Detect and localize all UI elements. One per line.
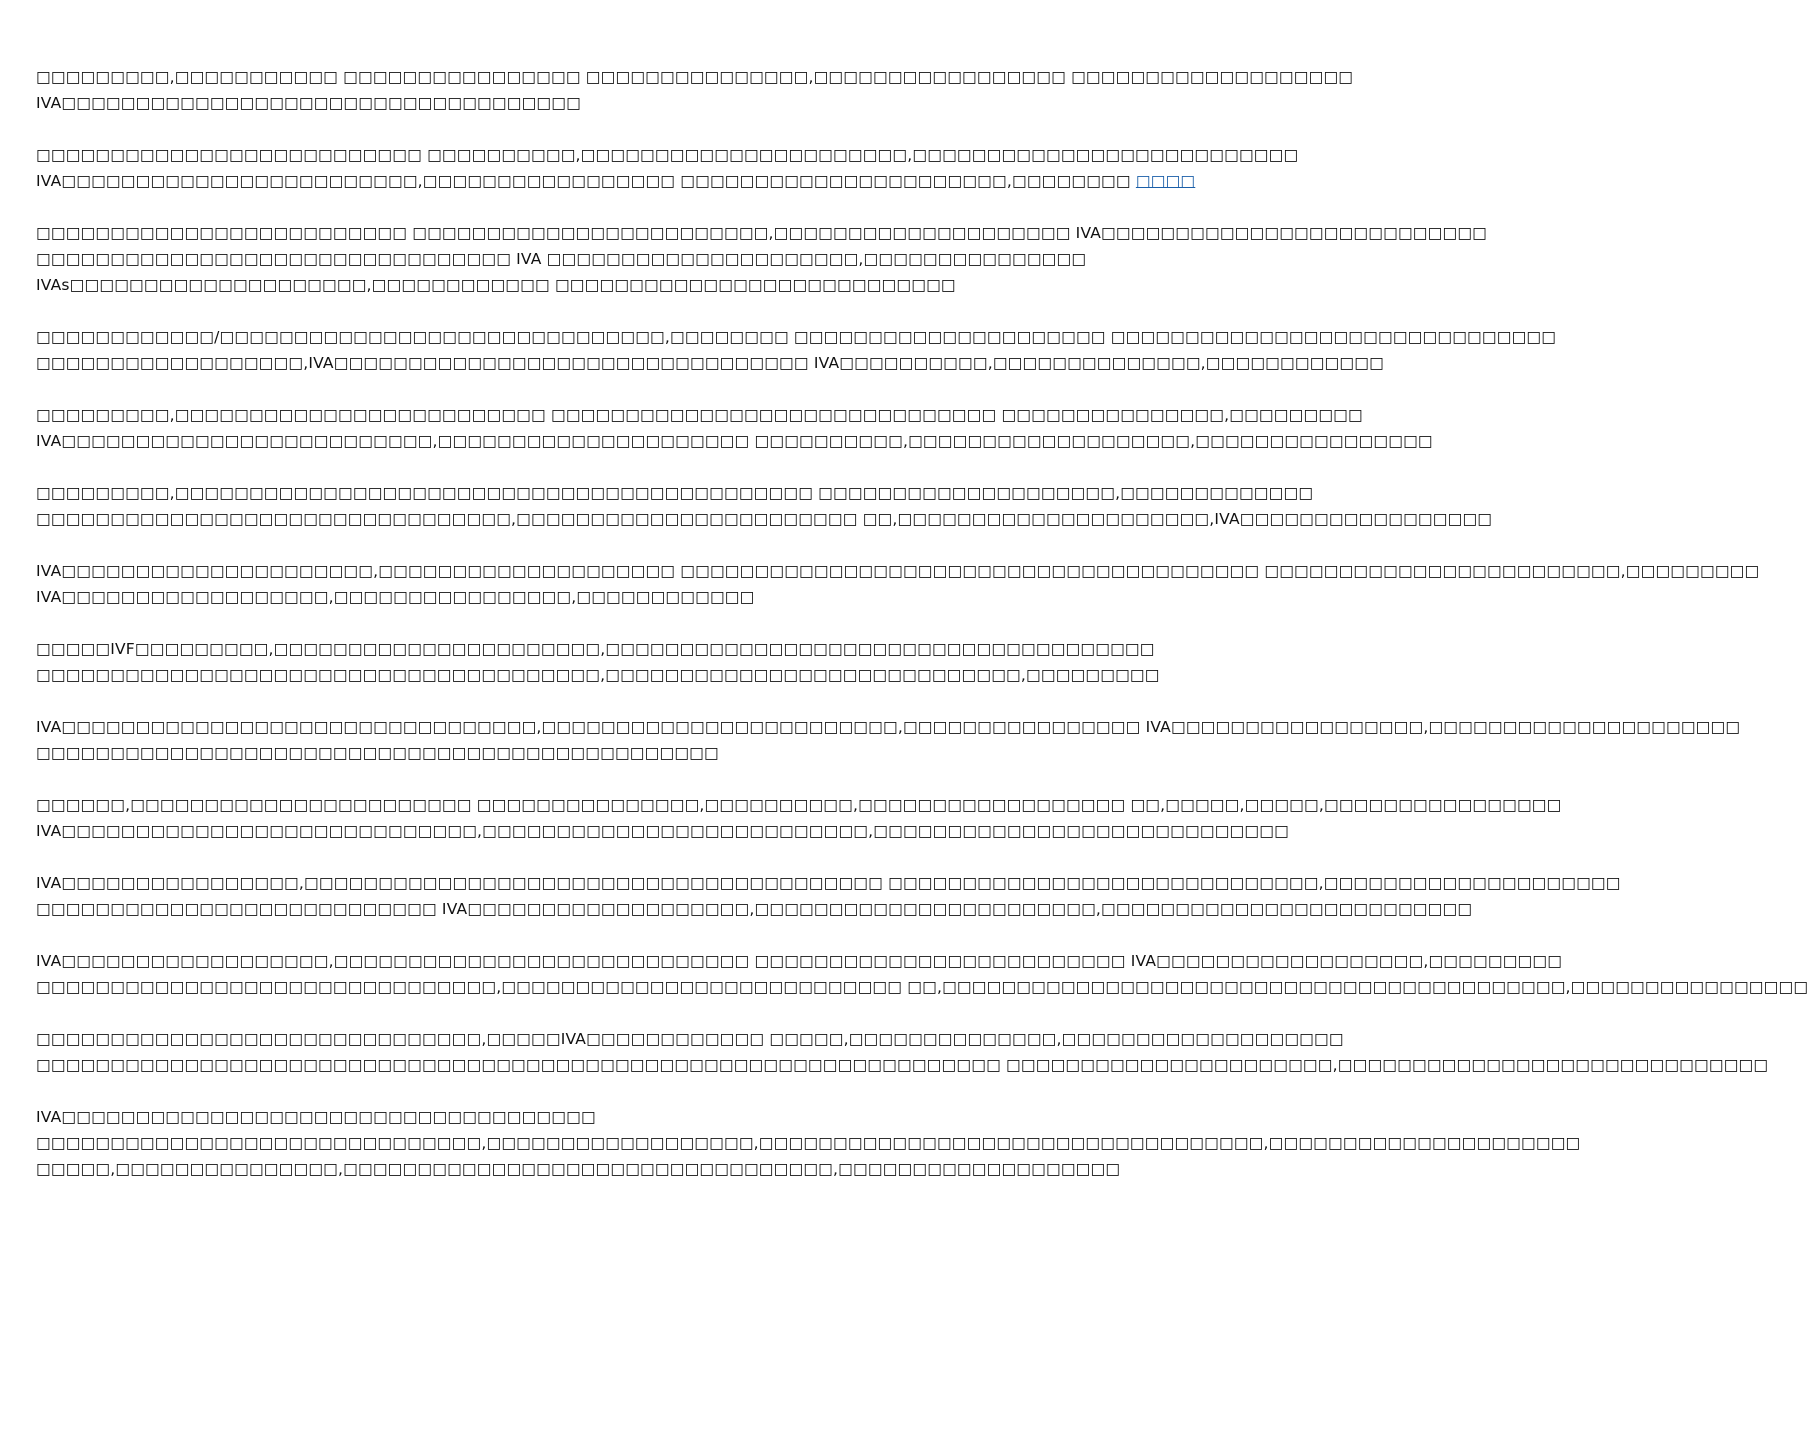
text-line: □□□□□□□□□□□□□□□□□□□□□□□□□□□□□□□□ IVA □□□□□□□□□□□□□□□□□□□□□,□□□□□□□□□□□□□□□ xyxy=(36,250,1087,268)
text-line: IVA□□□□□□□□□□□□□□□□□□□□□□□□□,□□□□□□□□□□□□□□□□□□□□□ □□□□□□□□□□,□□□□□□□□□□□□□□□□□□□,□□□□□□□□□□□□□□□□ xyxy=(36,432,1433,450)
text-line: □□□□□□□□□□□□□□□□□□□□□□□□□□ □□□□□□□□□□,□□□□□□□□□□□□□□□□□□□□□□,□□□□□□□□□□□□□□□□□□□□□□□□□□ xyxy=(36,146,1299,164)
text-line: □□□□□□,□□□□□□□□□□□□□□□□□□□□□□□ □□□□□□□□□□□□□□□,□□□□□□□□□□,□□□□□□□□□□□□□□□□□□ □□,□□□□□,□□□□□,□□□□□□□□□□□□□□□□ xyxy=(36,796,1562,814)
text-line: IVA□□□□□□□□□□□□□□□□□□,□□□□□□□□□□□□□□□□□□□□□□□□□□□□ □□□□□□□□□□□□□□□□□□□□□□□□□ IVA□□□□□□□□□□□□□□□□□□,□□□□□□□□□ xyxy=(36,952,1563,970)
text-line: IVA□□□□□□□□□□□□□□□□□□□□□□□□□□□□,□□□□□□□□□□□□□□□□□□□□□□□□□□,□□□□□□□□□□□□□□□□□□□□□□□□□□□□ xyxy=(36,822,1289,840)
text-line: □□□□□□□□□,□□□□□□□□□□□□□□□□□□□□□□□□□ □□□□□□□□□□□□□□□□□□□□□□□□□□□□□□ □□□□□□□□□□□□□□□,□□□□□□□□□ xyxy=(36,406,1363,424)
text-line: IVA□□□□□□□□□□□□□□□□□□□□□,□□□□□□□□□□□□□□□□□□□□ □□□□□□□□□□□□□□□□□□□□□□□□□□□□□□□□□□□□□□□ □□□□□□□□□□□□□□□□□□□□□□□□,□□□□□□□□□ xyxy=(36,562,1760,580)
inline-link[interactable]: □□□□ xyxy=(1135,172,1196,190)
text-line: IVA□□□□□□□□□□□□□□□□□□□□□□□□□□□□□□□□□□□ xyxy=(36,94,581,112)
paragraph xyxy=(36,220,1488,298)
text-line: □□□□□IVF□□□□□□□□□,□□□□□□□□□□□□□□□□□□□□□□,□□□□□□□□□□□□□□□□□□□□□□□□□□□□□□□□□□□□□ xyxy=(36,640,1155,658)
text-line: □□□□□□□□□□□□□□□□□□□□□□□□□□□□□□□□□□□□□□□□□□□□□□□□□□□□□□□□□□□□□□□□□ □□□□□□□□□□□□□□□□□□□□□□,□□□□□□□□□□□□□□□□□□□□□□□□□□□□□ xyxy=(36,1056,1769,1074)
text-line: □□□□□□□□□□□□□□□□□□□□□□□□□□□□□□□,□□□□□□□□□□□□□□□□□□□□□□□□□□□ □□,□□□□□□□□□□□□□□□□□□□□□□□□□□□□□□□□□□□□□□□□□□,□□□□□□□□□□□□□□□□ xyxy=(36,978,1808,996)
text-line: □□□□□□□□□,□□□□□□□□□□□□□□□□□□□□□□□□□□□□□□□□□□□□□□□□□□□ □□□□□□□□□□□□□□□□□□□□,□□□□□□□□□□□□□ xyxy=(36,484,1314,502)
paragraph xyxy=(36,558,1760,610)
paragraph xyxy=(36,402,1433,454)
text-line: □□□□□,□□□□□□□□□□□□□□□,□□□□□□□□□□□□□□□□□□□□□□□□□□□□□□□□□,□□□□□□□□□□□□□□□□□□□ xyxy=(36,1160,1121,1178)
text-line xyxy=(36,168,1196,194)
text-segment: IVA□□□□□□□□□□□□□□□□□□□□□□□□,□□□□□□□□□□□□□□□□□ □□□□□□□□□□□□□□□□□□□□□□,□□□□□□□□ xyxy=(36,172,1131,190)
paragraph xyxy=(36,1104,1581,1182)
text-line: IVA□□□□□□□□□□□□□□□□□□□□□□□□□□□□□□□□□□□□ xyxy=(36,1108,596,1126)
paragraph xyxy=(36,1026,1769,1078)
paragraph xyxy=(36,324,1557,376)
paragraph xyxy=(36,714,1741,766)
paragraph xyxy=(36,64,1354,116)
text-line: □□□□□□□□□□□□□□□□□□□□□□□□□□□□□□□□,□□□□□□□□□□□□□□□□□□□□□□□ □□,□□□□□□□□□□□□□□□□□□□□□,IVA□□□□□□□□□□□□□□□□□ xyxy=(36,510,1493,528)
text-line: □□□□□□□□□□□□□□□□□□,IVA□□□□□□□□□□□□□□□□□□□□□□□□□□□□□□□□ IVA□□□□□□□□□□,□□□□□□□□□□□□□□,□□□□□□□□□□□□ xyxy=(36,354,1384,372)
paragraph xyxy=(36,480,1493,532)
paragraph xyxy=(36,792,1562,844)
text-line: IVA□□□□□□□□□□□□□□□□,□□□□□□□□□□□□□□□□□□□□□□□□□□□□□□□□□□□□□□□ □□□□□□□□□□□□□□□□□□□□□□□□□□□□□,□□□□□□□□□□□□□□□□□□□□ xyxy=(36,874,1621,892)
text-line: □□□□□□□□□□□□/□□□□□□□□□□□□□□□□□□□□□□□□□□□□□□,□□□□□□□□ □□□□□□□□□□□□□□□□□□□□□ □□□□□□□□□□□□□□□□□□□□□□□□□□□□□□ xyxy=(36,328,1557,346)
paragraph xyxy=(36,870,1621,922)
text-line: □□□□□□□□□□□□□□□□□□□□□□□□□ □□□□□□□□□□□□□□□□□□□□□□□□,□□□□□□□□□□□□□□□□□□□□ IVA□□□□□□□□□□□□□□□□□□□□□□□□□□ xyxy=(36,224,1488,242)
text-line: IVAs□□□□□□□□□□□□□□□□□□□□,□□□□□□□□□□□□ □□□□□□□□□□□□□□□□□□□□□□□□□□□ xyxy=(36,276,956,294)
text-line: □□□□□□□□□□□□□□□□□□□□□□□□□□□□□□□□□□□□□□□□□□□□□□ xyxy=(36,744,719,762)
paragraph xyxy=(36,948,1808,1000)
text-line: □□□□□□□□□□□□□□□□□□□□□□□□□□□□□□,□□□□□IVA□□□□□□□□□□□□ □□□□□,□□□□□□□□□□□□□□,□□□□□□□□□□□□□□□□□□□ xyxy=(36,1030,1344,1048)
document-body xyxy=(36,64,1808,1208)
text-line: □□□□□□□□□□□□□□□□□□□□□□□□□□□□□□,□□□□□□□□□□□□□□□□□□,□□□□□□□□□□□□□□□□□□□□□□□□□□□□□□□□□□,□□□□□□□□□□□□□□□□□□□□□ xyxy=(36,1134,1581,1152)
paragraph xyxy=(36,636,1160,688)
text-line: □□□□□□□□□,□□□□□□□□□□□ □□□□□□□□□□□□□□□□ □□□□□□□□□□□□□□□,□□□□□□□□□□□□□□□□□ □□□□□□□□□□□□□□□□□□□ xyxy=(36,68,1354,86)
text-line: □□□□□□□□□□□□□□□□□□□□□□□□□□□ IVA□□□□□□□□□□□□□□□□□□□,□□□□□□□□□□□□□□□□□□□□□□□,□□□□□□□□□□□□□□□□□□□□□□□□□ xyxy=(36,900,1473,918)
text-line: □□□□□□□□□□□□□□□□□□□□□□□□□□□□□□□□□□□□□□,□□□□□□□□□□□□□□□□□□□□□□□□□□□□,□□□□□□□□□ xyxy=(36,666,1160,684)
text-line: IVA□□□□□□□□□□□□□□□□□□,□□□□□□□□□□□□□□□□,□□□□□□□□□□□□ xyxy=(36,588,755,606)
paragraph xyxy=(36,142,1299,194)
text-line: IVA□□□□□□□□□□□□□□□□□□□□□□□□□□□□□□□□,□□□□□□□□□□□□□□□□□□□□□□□□,□□□□□□□□□□□□□□□□ IVA□□□□□□□□□□□□□□□□□,□□□□□□□□□□□□□□□□□□□□□ xyxy=(36,718,1741,736)
